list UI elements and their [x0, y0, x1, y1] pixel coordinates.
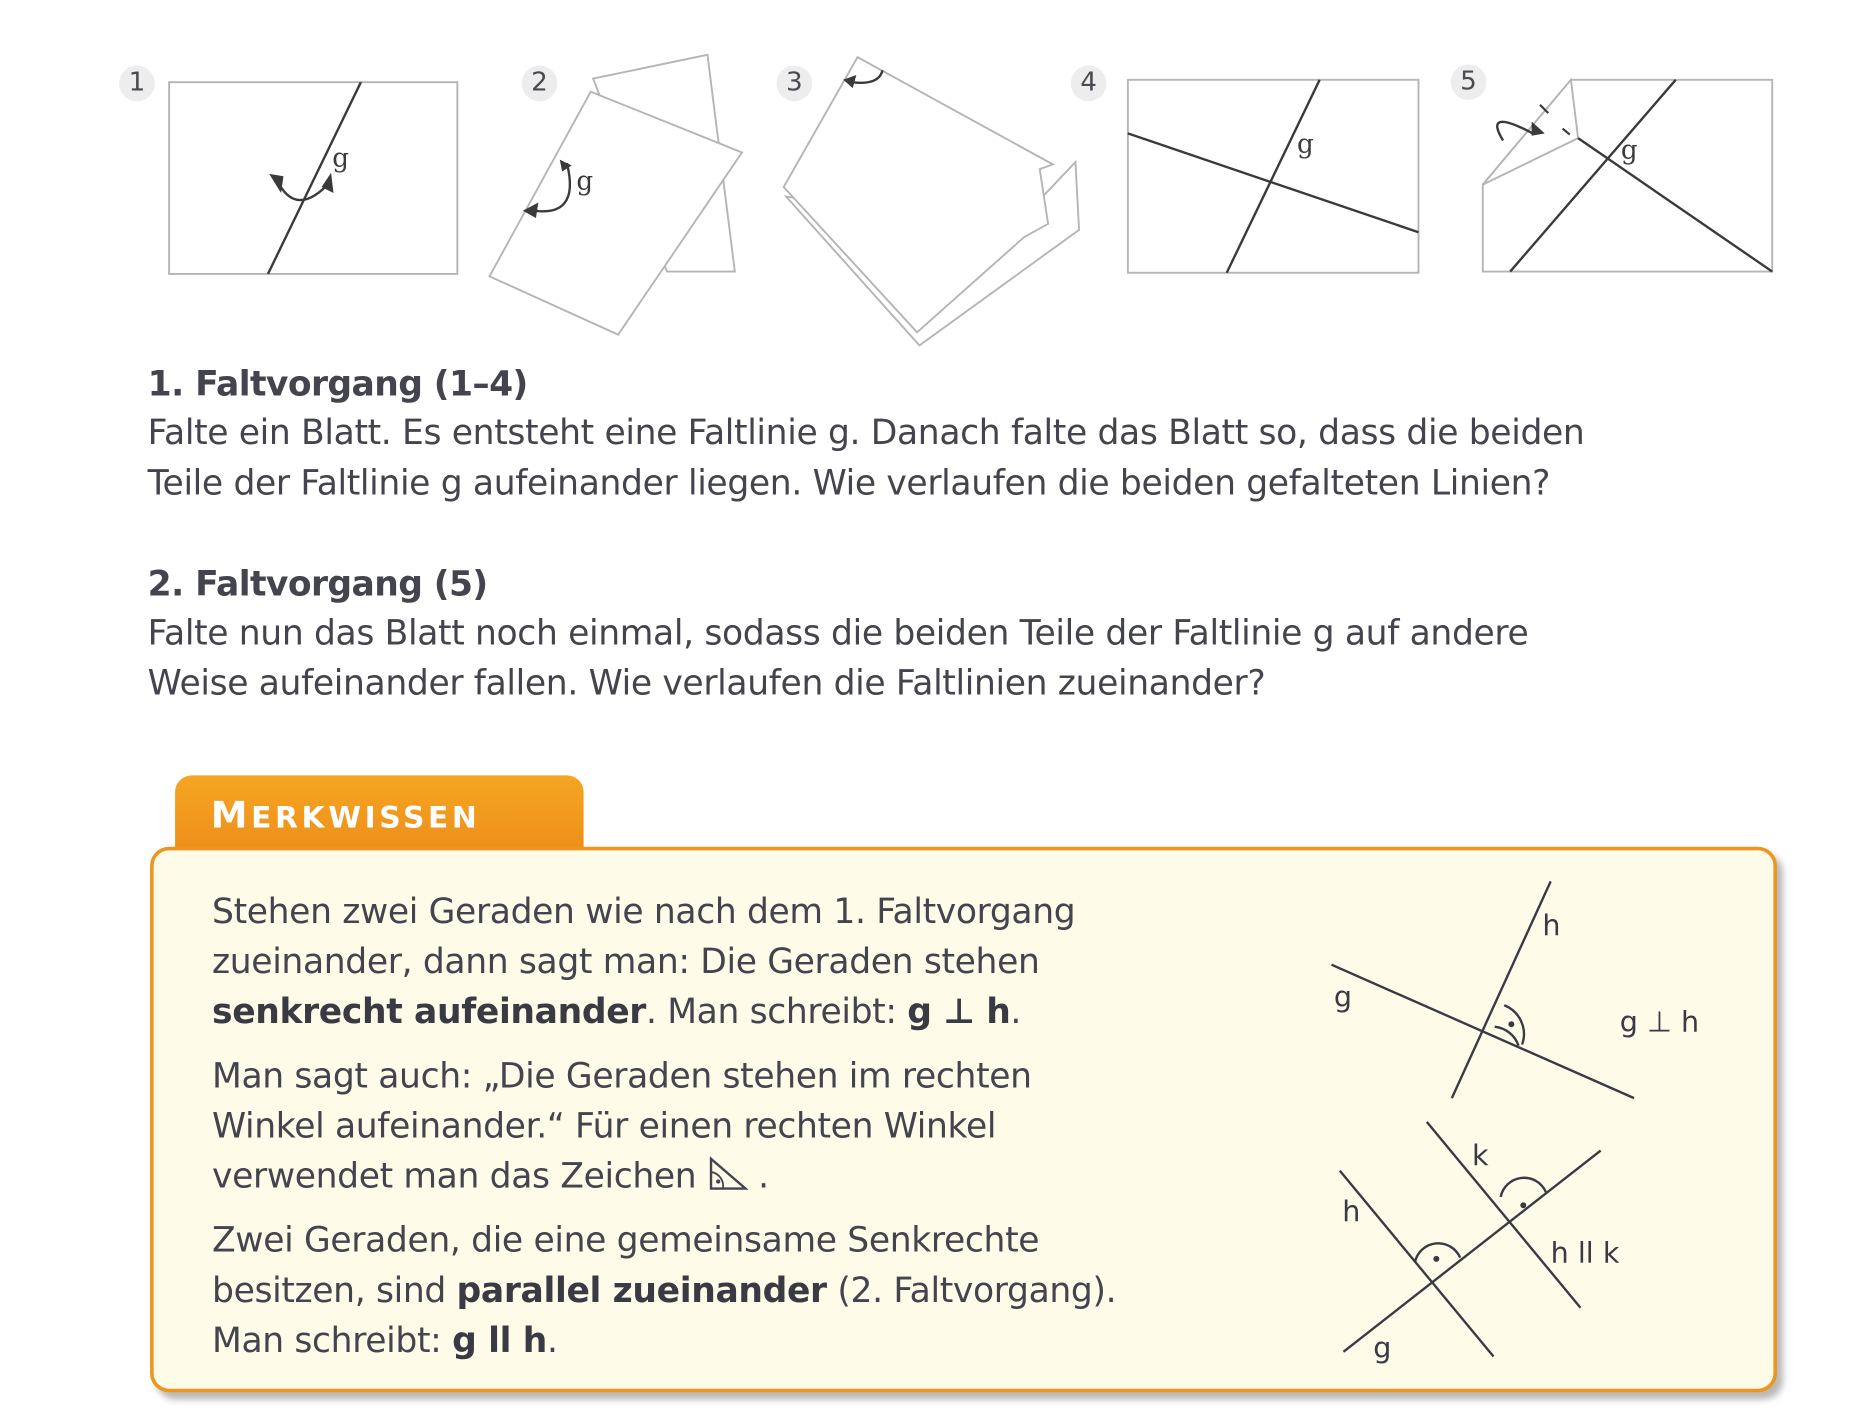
label-g: g	[1333, 979, 1353, 1014]
svg-text:g: g	[576, 166, 594, 197]
task-1	[148, 360, 1815, 508]
step-badge-1: 1	[119, 66, 155, 102]
folding-figures	[0, 0, 1858, 357]
line-h-parallel	[1340, 1171, 1494, 1357]
label-h: h	[1542, 907, 1561, 942]
step-badge-2: 2	[522, 66, 558, 102]
merkwissen-text	[212, 886, 1260, 1379]
geometry-diagrams	[1298, 869, 1774, 1381]
task-text-line: Falte nun das Blatt noch einmal, sodass die beiden Teile der Faltlinie g auf andere	[147, 612, 1529, 653]
term-senkrecht: senkrecht aufeinander	[211, 990, 646, 1032]
task-heading: 2. Faltvorgang (5)	[147, 563, 488, 604]
line-label-g: g	[332, 143, 350, 174]
caption-perpendicular: g ⊥ h	[1619, 1004, 1700, 1039]
right-angle-symbol-icon	[707, 1156, 747, 1192]
label-k: k	[1472, 1137, 1489, 1172]
line-k-parallel	[1427, 1122, 1581, 1308]
paragraph-parallel: Zwei Geraden, die eine gemeinsame Senkrechte besitzen, sind parallel zueinander (2. Faltvorgang). Man schreibt: g ll h.	[211, 1219, 1117, 1361]
term-parallel: parallel zueinander	[456, 1269, 827, 1311]
formula-perpendicular: g ⊥ h	[907, 990, 1011, 1032]
paragraph-perpendicular: Stehen zwei Geraden wie nach dem 1. Faltvorgang zueinander, dann sagt man: Die Geraden stehen senkrecht aufeinander. Man schreibt: g ⊥ h.	[211, 890, 1076, 1032]
task-heading: 1. Faltvorgang (1–4)	[147, 363, 528, 404]
svg-text:g: g	[1296, 129, 1314, 160]
label-h: h	[1342, 1193, 1361, 1228]
right-angle-dot-icon	[1520, 1202, 1526, 1208]
label-g: g	[1373, 1330, 1392, 1365]
caption-parallel: h ll k	[1550, 1235, 1620, 1270]
line-h	[1452, 881, 1551, 1098]
task-text-line: Falte ein Blatt. Es entsteht eine Faltlinie g. Danach falte das Blatt so, dass die beiden	[147, 412, 1585, 453]
formula-parallel: g ll h	[452, 1319, 547, 1361]
right-angle-dot-icon	[1433, 1256, 1439, 1262]
step-badge-5: 5	[1451, 64, 1487, 100]
merkwissen-tab	[175, 775, 584, 854]
step-badge-4: 4	[1071, 66, 1107, 102]
merkwissen-title: MERKWISSEN	[210, 794, 481, 838]
task-2	[148, 560, 1815, 708]
svg-text:g: g	[1620, 135, 1638, 166]
step-badge-3: 3	[777, 66, 813, 102]
paragraph-right-angle: Man sagt auch: „Die Geraden stehen im rechten Winkel aufeinander.“ Für einen rechten Winkel verwendet man das Zeichen .	[211, 1055, 1032, 1196]
right-angle-dot-icon	[1508, 1021, 1514, 1027]
task-text-line: Teile der Faltlinie g aufeinander liegen. Wie verlaufen die beiden gefalteten Linien?	[147, 462, 1551, 503]
task-text-line: Weise aufeinander fallen. Wie verlaufen die Faltlinien zueinander?	[147, 662, 1266, 703]
